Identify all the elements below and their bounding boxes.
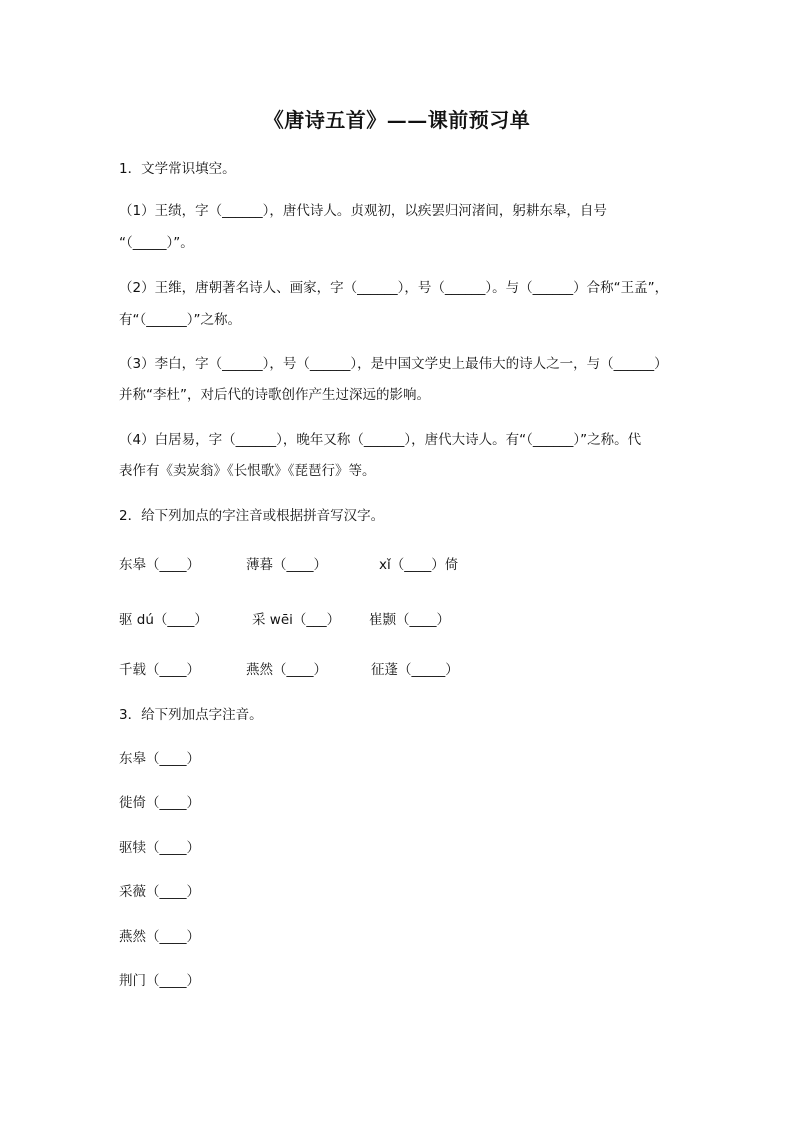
q3-item: 荆门（____）: [119, 973, 200, 989]
q3-item: 驱犊（____）: [119, 840, 200, 856]
q3-item: 燕然（____）: [119, 929, 200, 945]
q3-item: 徙倚（____）: [119, 795, 200, 811]
q2-cell: 燕然（____）: [246, 662, 327, 678]
q1-heading: 1．文学常识填空。: [119, 161, 236, 177]
q2-cell: 东皋（____）: [119, 557, 200, 573]
q1-item2-line2: 有“（______）”之称。: [119, 312, 241, 328]
q2-cell: 驱 dú（____）: [119, 612, 208, 628]
q3-item: 东皋（____）: [119, 751, 200, 767]
q2-cell: 崔颢（____）: [369, 612, 450, 628]
q1-item1-line1: （1）王绩，字（______），唐代诗人。贞观初，以疾罢归河渚间，躬耕东皋，自号: [119, 203, 607, 219]
q1-item4-line2: 表作有《卖炭翁》《长恨歌》《琵琶行》等。: [119, 463, 376, 479]
q2-cell: xǐ（____）倚: [379, 557, 459, 573]
q3-heading: 3．给下列加点字注音。: [119, 707, 263, 723]
q3-item: 采薇（____）: [119, 884, 200, 900]
q1-item4-line1: （4）白居易，字（______），晚年又称（______），唐代大诗人。有“（______）”之称。代: [119, 432, 642, 448]
q2-cell: 薄暮（____）: [246, 557, 327, 573]
q1-item1-line2: “（_____）”。: [119, 235, 194, 251]
q1-item2-line1: （2）王维，唐朝著名诗人、画家，字（______），号（______）。与（______）合称“王孟”，: [119, 280, 669, 296]
q1-item3-line2: 并称“李杜”，对后代的诗歌创作产生过深远的影响。: [119, 387, 430, 403]
q2-cell: 征蓬（_____）: [371, 662, 459, 678]
page-title: 《唐诗五首》——课前预习单: [263, 108, 531, 132]
q2-cell: 千载（____）: [119, 662, 200, 678]
q2-heading: 2．给下列加点的字注音或根据拼音写汉字。: [119, 508, 385, 524]
q1-item3-line1: （3）李白，字（______），号（______），是中国文学史上最伟大的诗人之一，与（______）: [119, 356, 668, 372]
q2-cell: 采 wēi（___）: [252, 612, 341, 628]
